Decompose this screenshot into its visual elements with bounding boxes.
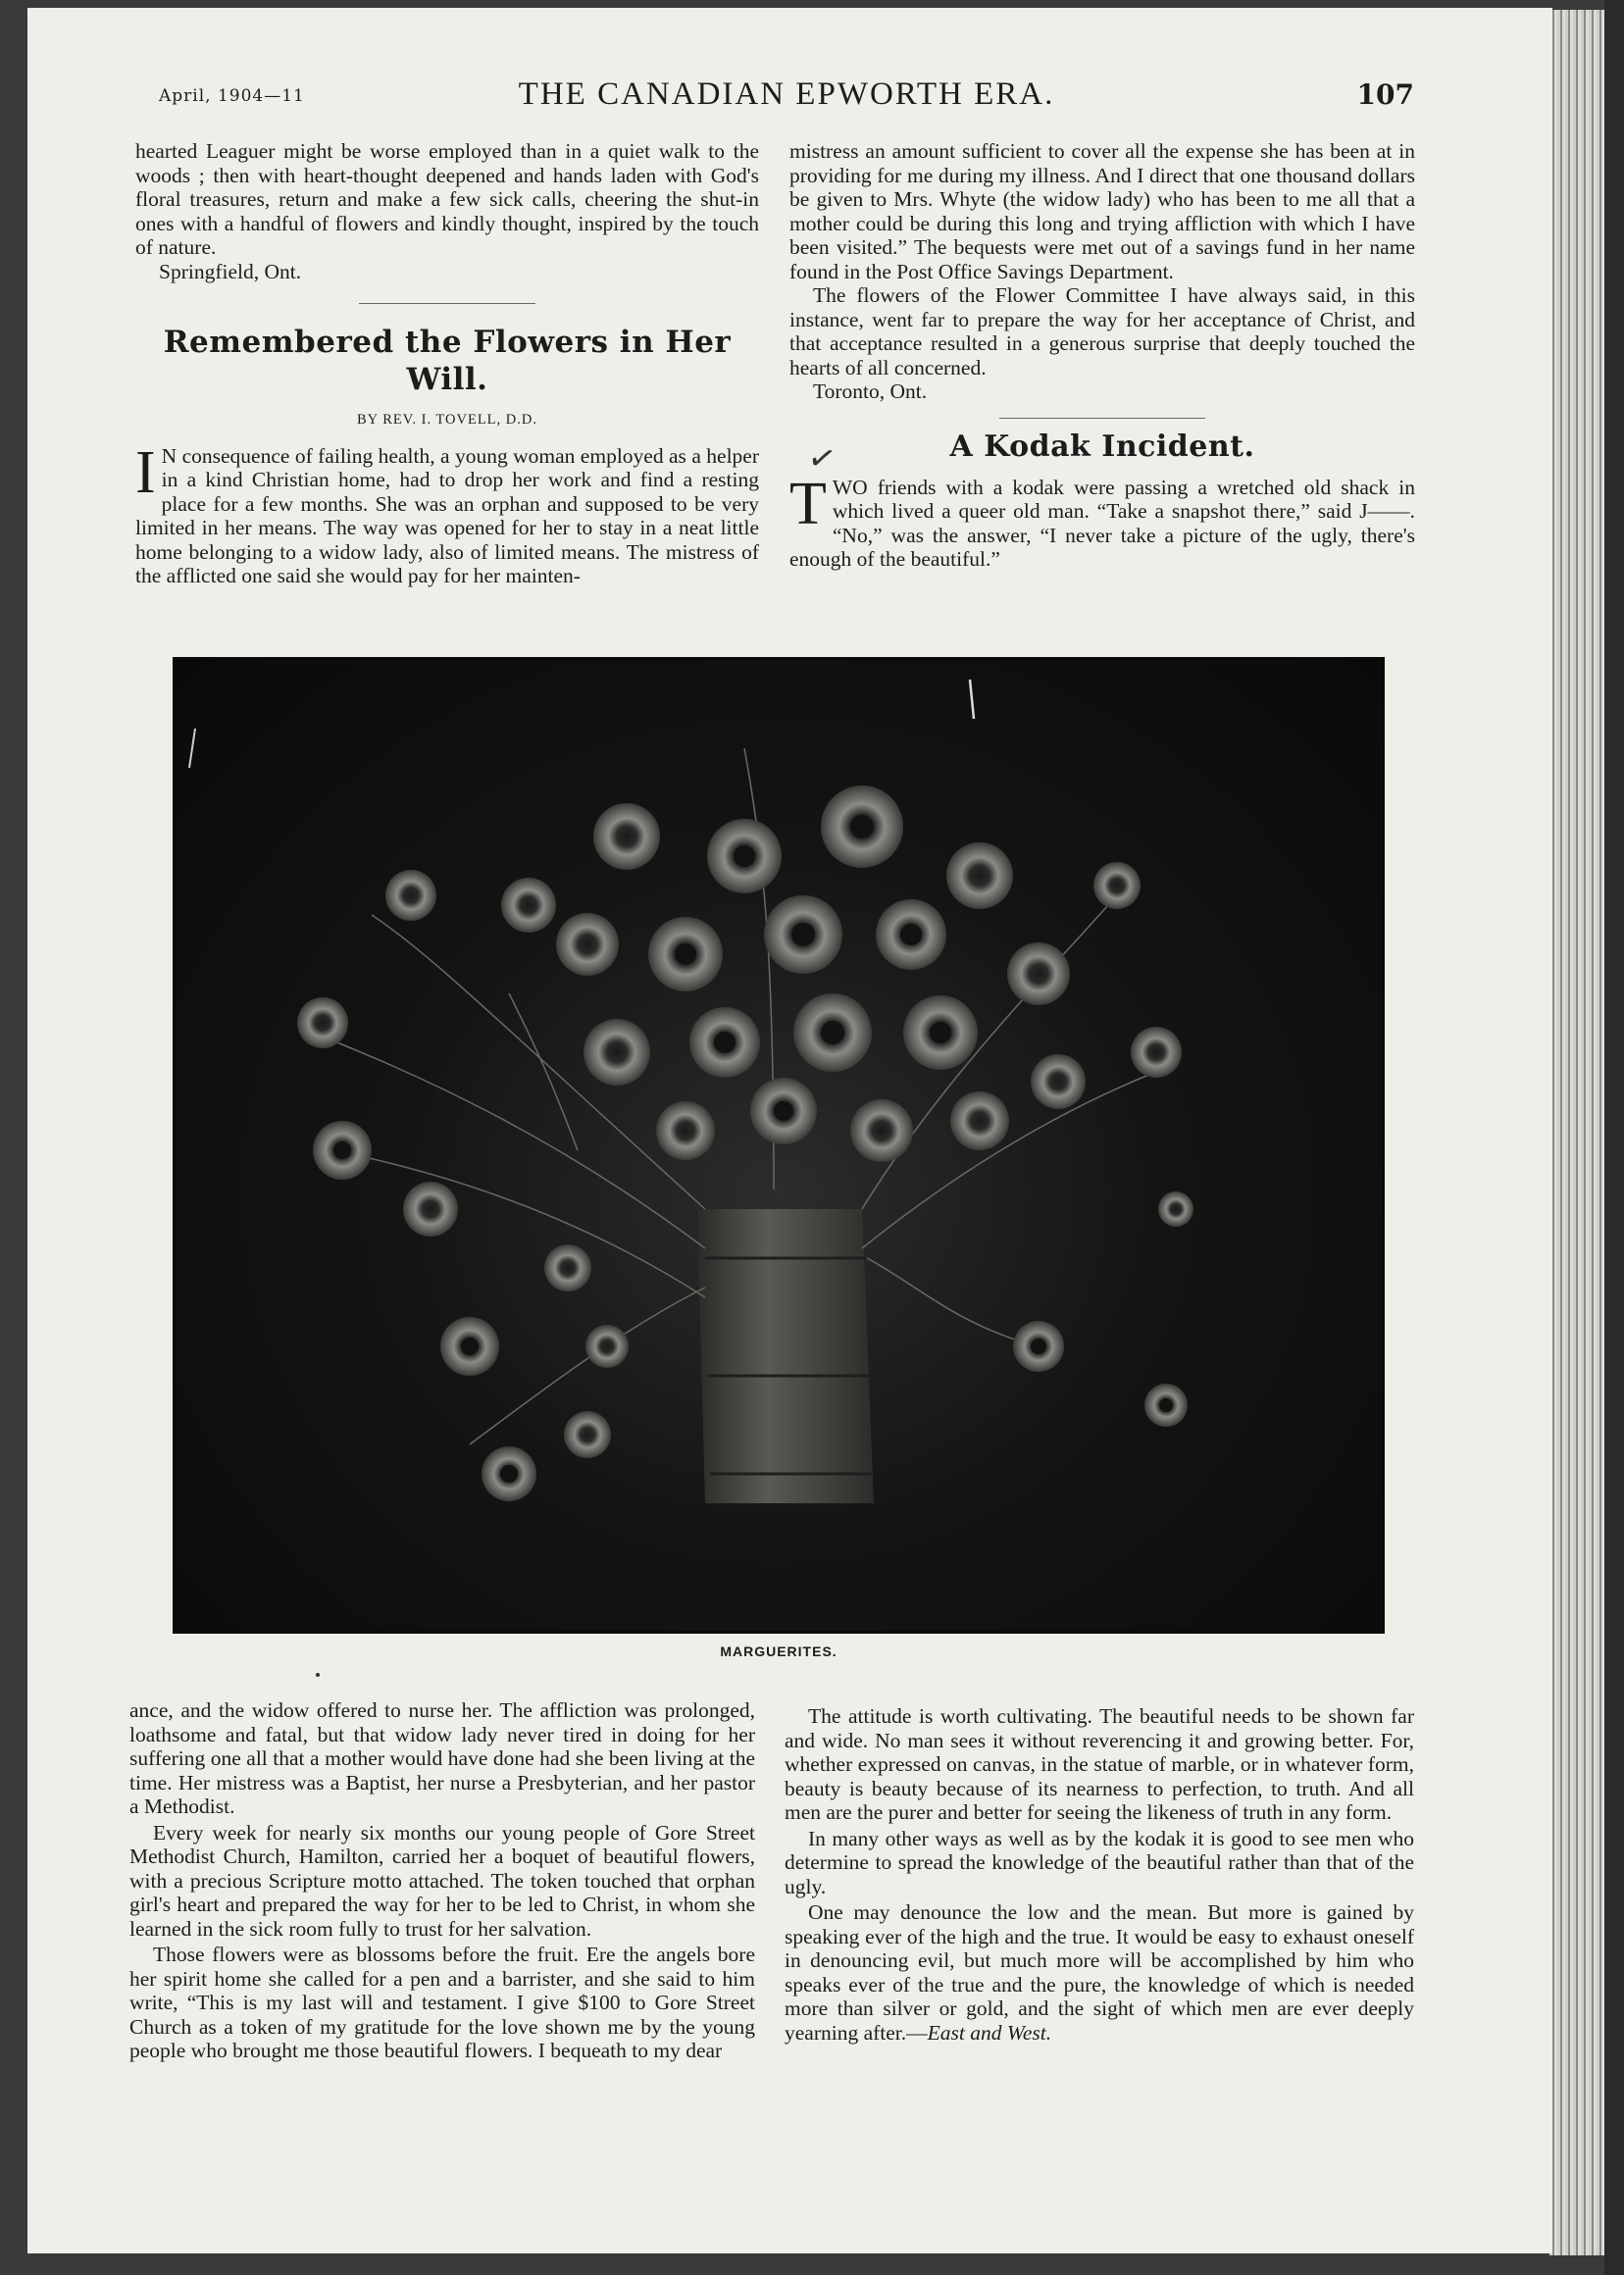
article1-continued-3: Those flowers were as blossoms before the fruit. Ere the angels bore her spirit home she called for a pen and a barrister, and she said to him write, “This is my last will and testament. I give $100 to Gore Street Church as a token of my gratitude for the love shown me by the young people who brought me those beautiful flowers. I bequeath to my dear: [129, 1943, 755, 2062]
right-column-bottom: [785, 1704, 1414, 2045]
article2-paragraph-1-text: WO friends with a kodak were passing a wretched old shack in which lived a queer old man. “Take a snapshot there,” said J——. “No,” was the answer, “I never take a picture of the ugly, there's enough of the beautiful.”: [789, 475, 1415, 571]
page-number: 107: [1356, 78, 1414, 111]
article-title-will: Remembered the Flowers in Her Will.: [163, 325, 732, 397]
right-column-top: [789, 139, 1415, 572]
article2-continued-2: In many other ways as well as by the kodak it is good to see men who determine to spread the knowledge of the beautiful rather than that of the ugly.: [785, 1826, 1414, 1898]
left-column-top: [135, 139, 759, 588]
magazine-title: THE CANADIAN EPWORTH ERA.: [518, 76, 1055, 112]
article1-right-paragraph-2: The flowers of the Flower Committee I have always said, in this instance, went far to prepare the way for her acceptance of Christ, and that acceptance resulted in a generous surprise that deeply touched the hearts of all concerned.: [789, 283, 1415, 379]
article2-continued-1: The attitude is worth cultivating. The beautiful needs to be shown far and wide. No man sees it without reverencing it and growing better. For, whether expressed on canvas, in the statue of marble, or in whatever form, beauty is beauty because of its nearness to perfection, to truth. And all men are the purer and better for seeing the likeness of truth in any form.: [785, 1704, 1414, 1824]
running-header: [159, 76, 1414, 120]
article2-continued-3: [785, 1900, 1414, 2045]
article1-right-paragraph-1: mistress an amount sufficient to cover all the expense she has been at in providing for me during my illness. And I direct that one thousand dollars be given to Mrs. Whyte (the widow lady) who has been to me all that a mother could be during this long and trying affliction with which I have been visited.” The bequests were met out of a savings fund in her name found in the Post Office Savings Department.: [789, 139, 1415, 283]
article1-paragraph-1-text: N consequence of failing health, a young woman employed as a helper in a kind Christian home, had to drop her work and find a resting place for a few months. She was an orphan and supposed to be very limited in her means. The way was opened for her to stay in a neat little home belonging to a widow lady, also of limited means. The mistress of the afflicted one said she would pay for her mainten-: [135, 443, 759, 587]
photo-caption: MARGUERITES.: [720, 1643, 837, 1659]
article-title-kodak: A Kodak Incident.: [949, 429, 1255, 464]
book-binding-shadow: [1604, 0, 1624, 2275]
article-byline: BY REV. I. TOVELL, D.D.: [357, 412, 537, 428]
intro-place: Springfield, Ont.: [159, 259, 302, 283]
article1-continued-1: ance, and the widow offered to nurse her. The affliction was prolonged, loathsome and fatal, but that widow lady never tired in doing for her suffering one all that a mother would have done had she been living at the time. Her mistress was a Baptist, her nurse a Presbyterian, and her pastor a Methodist.: [129, 1698, 755, 1818]
dropcap-t: T: [789, 470, 827, 537]
article1-continued-2: Every week for nearly six months our young people of Gore Street Methodist Church, Hamilton, carried her a boquet of beautiful flowers, with a precious Scripture motto attached. The token touched that orphan girl's heart and prepared the way for her to be led to Christ, in whom she learned in the sick room fully to trust for her salvation.: [129, 1820, 755, 1941]
article1-place: Toronto, Ont.: [813, 379, 928, 403]
issue-date: April, 1904—11: [159, 86, 305, 106]
intro-paragraph: hearted Leaguer might be worse employed than in a quiet walk to the woods ; then with heart-thought deepened and hands laden with God's floral treasures, return and make a few sick calls, cheering the shut-in ones with a handful of flowers and kindly thought, inspired by the touch of nature.: [135, 139, 759, 259]
pencil-check-mark: ✓: [804, 436, 840, 481]
article1-paragraph-1: [135, 438, 759, 588]
marguerites-photo: [173, 657, 1385, 1634]
left-column-bottom: [129, 1698, 755, 2063]
article2-continued-3-text: One may denounce the low and the mean. But more is gained by speaking ever of the high and the true. It would be easy to exhaust oneself in denouncing evil, but much more will be accomplished by him who speaks ever of the true and the pure, the knowledge of which is needed more than silver or gold, and the sight of which men are ever deeply yearning after.—: [785, 1900, 1414, 2045]
daisy-bouquet-photo-icon: [176, 660, 1382, 1631]
section-divider-2: [999, 418, 1205, 419]
article2-paragraph-1: [789, 470, 1415, 572]
ink-dot: [316, 1673, 320, 1677]
section-divider: [359, 303, 535, 304]
book-page-edges: [1549, 10, 1608, 2255]
dropcap-i: I: [135, 438, 156, 506]
article2-source: East and West.: [927, 2020, 1052, 2045]
